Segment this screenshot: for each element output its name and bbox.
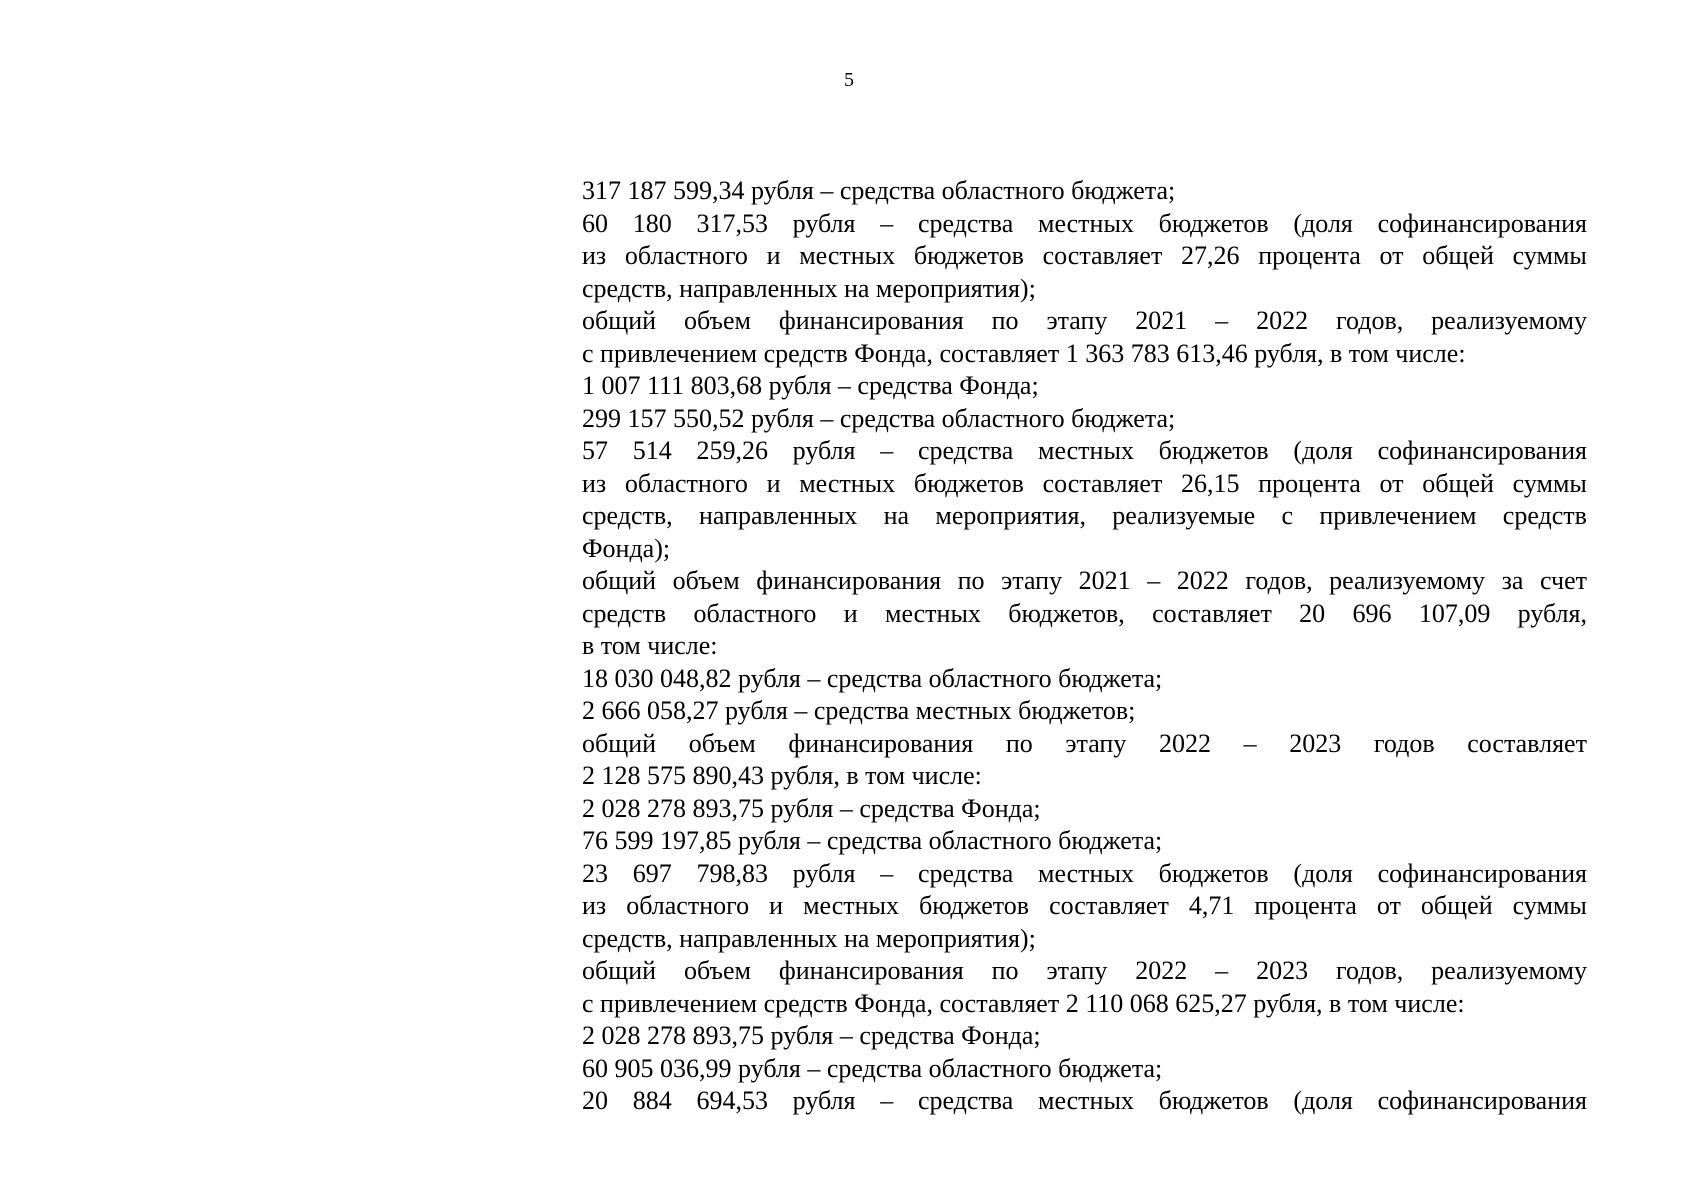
text-line: 60 905 036,99 рубля – средства областного бюджета; bbox=[582, 1053, 1163, 1083]
text-line: общий объем финансирования по этапу 2022 – 2023 годов составляет bbox=[582, 728, 1587, 758]
text-line: средств областного и местных бюджетов, составляет 20 696 107,09 рубля, bbox=[582, 598, 1587, 628]
text-line: из областного и местных бюджетов составляет 27,26 процента от общей суммы bbox=[582, 241, 1587, 270]
text-line: 1 007 111 803,68 рубля – средства Фонда; bbox=[582, 371, 1039, 400]
document-body bbox=[582, 175, 1587, 1118]
text-line: 23 697 798,83 рубля – средства местных бюджетов (доля софинансирования bbox=[582, 858, 1587, 888]
text-line: 2 028 278 893,75 рубля – средства Фонда; bbox=[582, 793, 1041, 823]
text-line: средств, направленных на мероприятия); bbox=[582, 273, 1036, 303]
text-line: общий объем финансирования по этапу 2022 – 2023 годов, реализуемому bbox=[582, 956, 1587, 985]
text-line: с привлечением средств Фонда, составляет 2 110 068 625,27 рубля, в том числе: bbox=[582, 988, 1465, 1018]
text-line: из областного и местных бюджетов составляет 4,71 процента от общей суммы bbox=[582, 891, 1587, 920]
text-line: 299 157 550,52 рубля – средства областного бюджета; bbox=[582, 403, 1176, 433]
text-line: 76 599 197,85 рубля – средства областного бюджета; bbox=[582, 826, 1163, 855]
text-line: Фонда); bbox=[582, 533, 671, 563]
text-line: в том числе: bbox=[582, 631, 718, 660]
text-line: 317 187 599,34 рубля – средства областного бюджета; bbox=[582, 176, 1176, 205]
page-number: 5 bbox=[844, 69, 854, 91]
text-line: из областного и местных бюджетов составляет 26,15 процента от общей суммы bbox=[582, 468, 1587, 498]
text-line: 2 128 575 890,43 рубля, в том числе: bbox=[582, 761, 982, 790]
text-line: средств, направленных на мероприятия, реализуемые с привлечением средств bbox=[582, 501, 1587, 530]
text-line: 20 884 694,53 рубля – средства местных бюджетов (доля софинансирования bbox=[582, 1086, 1587, 1115]
text-line: 60 180 317,53 рубля – средства местных бюджетов (доля софинансирования bbox=[582, 208, 1587, 238]
text-line: общий объем финансирования по этапу 2021 – 2022 годов, реализуемому за счет bbox=[582, 566, 1587, 595]
text-line: 2 666 058,27 рубля – средства местных бюджетов; bbox=[582, 696, 1136, 725]
text-line: средств, направленных на мероприятия); bbox=[582, 923, 1036, 953]
text-line: 2 028 278 893,75 рубля – средства Фонда; bbox=[582, 1021, 1041, 1050]
text-line: с привлечением средств Фонда, составляет 1 363 783 613,46 рубля, в том числе: bbox=[582, 338, 1466, 368]
text-line: общий объем финансирования по этапу 2021 – 2022 годов, реализуемому bbox=[582, 306, 1587, 335]
text-line: 18 030 048,82 рубля – средства областного бюджета; bbox=[582, 663, 1163, 693]
text-line: 57 514 259,26 рубля – средства местных бюджетов (доля софинансирования bbox=[582, 436, 1587, 465]
